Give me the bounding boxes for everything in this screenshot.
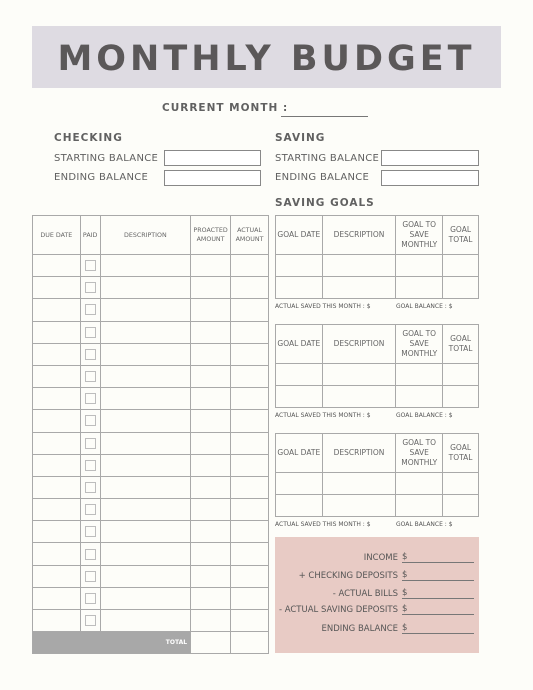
paid-checkbox[interactable] — [85, 571, 96, 582]
table-row — [276, 364, 479, 386]
table-row — [33, 277, 269, 299]
table-row — [276, 473, 479, 495]
summary-box — [275, 537, 479, 653]
paid-checkbox[interactable] — [85, 260, 96, 271]
summary-label: - ACTUAL SAVING DEPOSITS — [278, 605, 398, 615]
table-row — [33, 499, 269, 521]
summary-row-checking-deposits — [299, 567, 474, 581]
table-row — [33, 432, 269, 454]
table-row — [276, 277, 479, 299]
summary-row-ending-balance — [322, 620, 474, 634]
goal-date-header: GOAL DATE — [276, 434, 323, 473]
paid-checkbox[interactable] — [85, 593, 96, 604]
summary-label: + CHECKING DEPOSITS — [298, 571, 398, 581]
total-amount-cell[interactable] — [231, 632, 269, 654]
goal-balance-label: GOAL BALANCE : $ — [396, 303, 453, 310]
table-row — [33, 587, 269, 609]
saving-goals-heading: SAVING GOALS — [275, 197, 375, 209]
goal-table-1 — [275, 215, 479, 299]
goal-balance-label: GOAL BALANCE : $ — [396, 521, 453, 528]
table-row — [33, 255, 269, 277]
checking-ending-field[interactable] — [164, 170, 261, 186]
table-row — [33, 476, 269, 498]
due-date-header: DUE DATE — [33, 216, 81, 255]
paid-checkbox[interactable] — [85, 393, 96, 404]
total-row — [33, 632, 269, 654]
table-row — [276, 386, 479, 408]
paid-checkbox[interactable] — [85, 349, 96, 360]
saving-starting-field[interactable] — [381, 150, 479, 166]
current-month-label: CURRENT MONTH : — [162, 102, 289, 114]
goal-date-header: GOAL DATE — [276, 216, 323, 255]
checking-heading: CHECKING — [54, 132, 123, 144]
description-header: DESCRIPTION — [100, 216, 190, 255]
table-row — [33, 365, 269, 387]
table-row — [33, 565, 269, 587]
summary-value-field[interactable]: $ — [402, 623, 474, 634]
actual-saved-label: ACTUAL SAVED THIS MONTH : $ — [275, 412, 371, 419]
summary-label: ENDING BALANCE — [321, 624, 398, 634]
goal-table-2 — [275, 324, 479, 408]
paid-checkbox[interactable] — [85, 504, 96, 515]
paid-checkbox[interactable] — [85, 304, 96, 315]
total-amount-cell[interactable] — [191, 632, 231, 654]
summary-value-field[interactable]: $ — [402, 570, 474, 581]
summary-value-field[interactable]: $ — [402, 552, 474, 563]
paid-checkbox[interactable] — [85, 438, 96, 449]
paid-checkbox[interactable] — [85, 460, 96, 471]
saving-heading: SAVING — [275, 132, 326, 144]
paid-checkbox[interactable] — [85, 615, 96, 626]
table-row — [276, 495, 479, 517]
paid-checkbox[interactable] — [85, 526, 96, 537]
goal-monthly-header: GOAL TO SAVE MONTHLY — [396, 434, 443, 473]
table-row — [33, 343, 269, 365]
table-row — [33, 610, 269, 632]
summary-label: INCOME — [363, 553, 398, 563]
proacted-amount-header: PROACTED AMOUNT — [191, 216, 231, 255]
saving-starting-label: STARTING BALANCE — [275, 153, 380, 164]
saving-ending-label: ENDING BALANCE — [275, 172, 370, 183]
summary-row-income — [364, 549, 474, 563]
goal-total-header: GOAL TOTAL — [443, 434, 479, 473]
paid-checkbox[interactable] — [85, 327, 96, 338]
actual-amount-header: ACTUAL AMOUNT — [231, 216, 269, 255]
goal-balance-label: GOAL BALANCE : $ — [396, 412, 453, 419]
goal-description-header: DESCRIPTION — [322, 434, 396, 473]
table-row — [33, 543, 269, 565]
page-title: MONTHLY BUDGET — [57, 39, 476, 79]
table-row — [33, 410, 269, 432]
summary-label: - ACTUAL BILLS — [332, 589, 398, 599]
title-banner — [32, 26, 501, 88]
paid-checkbox[interactable] — [85, 415, 96, 426]
actual-saved-label: ACTUAL SAVED THIS MONTH : $ — [275, 303, 371, 310]
summary-value-field[interactable]: $ — [402, 604, 474, 615]
table-row — [33, 321, 269, 343]
bills-table — [32, 215, 269, 654]
paid-checkbox[interactable] — [85, 549, 96, 560]
actual-saved-label: ACTUAL SAVED THIS MONTH : $ — [275, 521, 371, 528]
table-row — [33, 299, 269, 321]
current-month-field[interactable] — [281, 116, 368, 117]
total-label: TOTAL — [33, 632, 191, 654]
table-row — [33, 521, 269, 543]
goal-description-header: DESCRIPTION — [322, 216, 396, 255]
goal-table-3 — [275, 433, 479, 517]
saving-ending-field[interactable] — [381, 170, 479, 186]
checking-ending-label: ENDING BALANCE — [54, 172, 149, 183]
paid-checkbox[interactable] — [85, 482, 96, 493]
goal-monthly-header: GOAL TO SAVE MONTHLY — [396, 216, 443, 255]
paid-checkbox[interactable] — [85, 282, 96, 293]
table-row — [33, 388, 269, 410]
goal-date-header: GOAL DATE — [276, 325, 323, 364]
summary-row-saving-deposits — [279, 601, 474, 615]
checking-starting-field[interactable] — [164, 150, 261, 166]
table-row — [276, 255, 479, 277]
checking-starting-label: STARTING BALANCE — [54, 153, 159, 164]
paid-header: PAID — [80, 216, 100, 255]
goal-total-header: GOAL TOTAL — [443, 325, 479, 364]
summary-value-field[interactable]: $ — [402, 588, 474, 599]
summary-row-actual-bills — [333, 585, 474, 599]
goal-monthly-header: GOAL TO SAVE MONTHLY — [396, 325, 443, 364]
goal-description-header: DESCRIPTION — [322, 325, 396, 364]
goal-total-header: GOAL TOTAL — [443, 216, 479, 255]
paid-checkbox[interactable] — [85, 371, 96, 382]
table-row — [33, 454, 269, 476]
